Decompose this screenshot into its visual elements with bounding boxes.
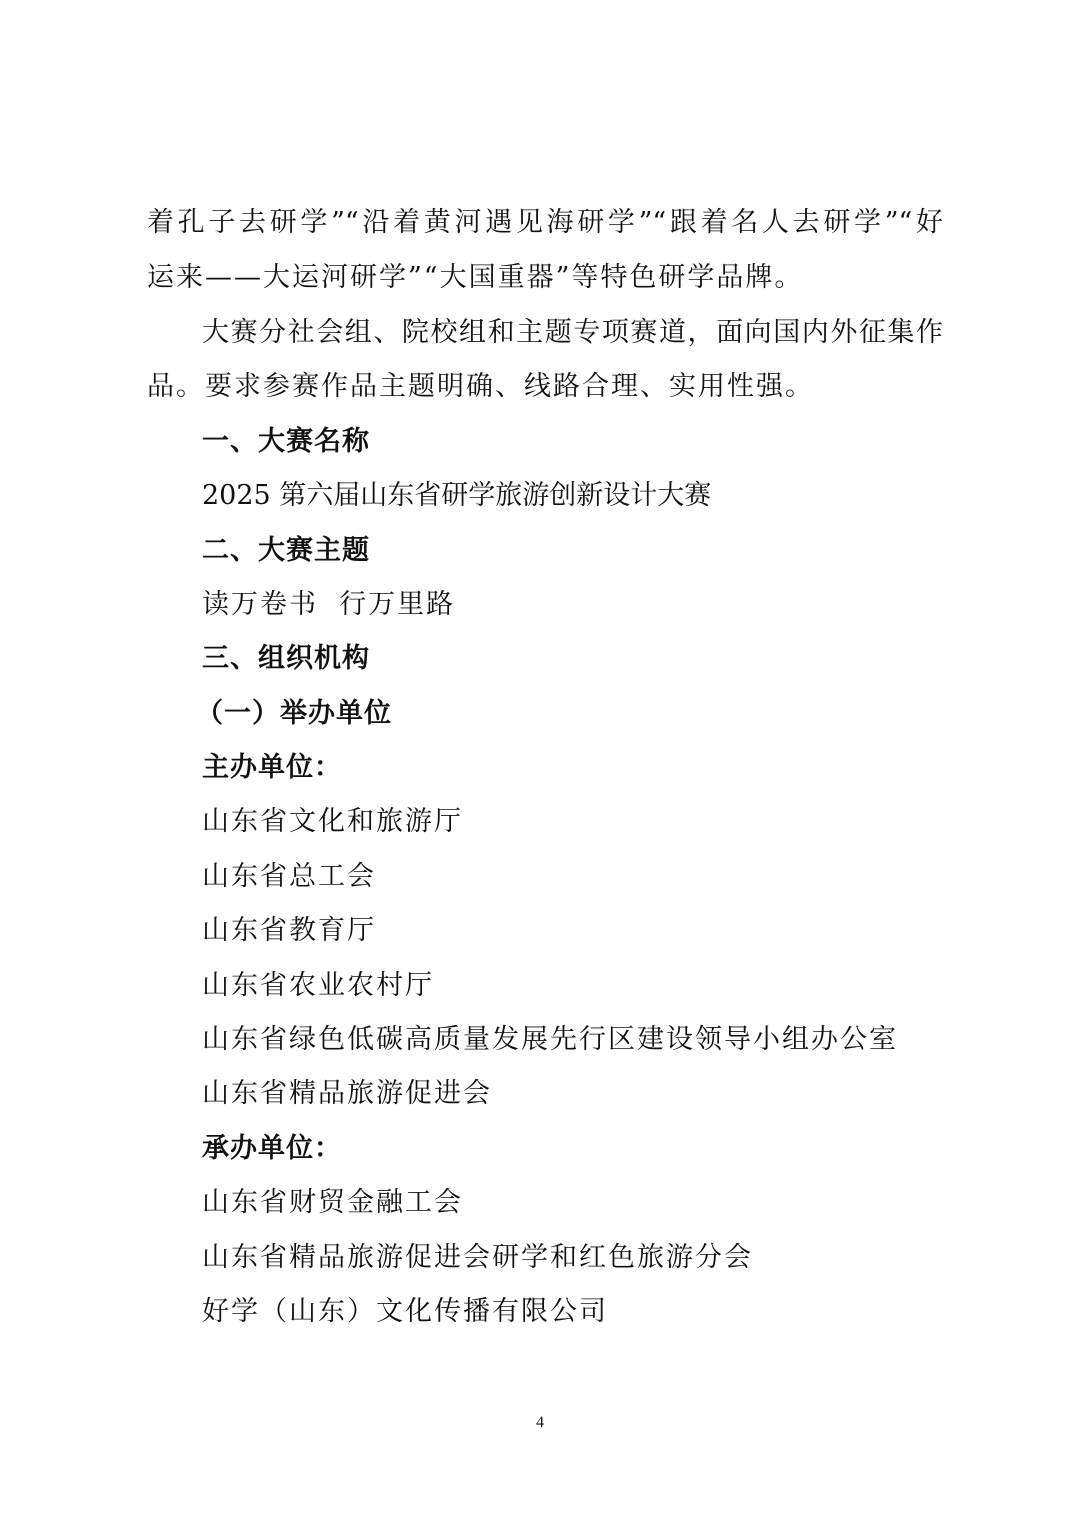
host-item: 山东省总工会	[202, 861, 376, 892]
host-item: 山东省农业农村厅	[202, 970, 434, 1001]
section-1-text: 2025 第六届山东省研学旅游创新设计大赛	[202, 480, 712, 511]
paragraph-1-line-2: 运来——大运河研学”“大国重器”等特色研学品牌。	[147, 262, 804, 293]
section-2-text: 读万卷书 行万里路	[202, 589, 456, 620]
organizer-item: 山东省财贸金融工会	[202, 1187, 463, 1218]
paragraph-1-line-1: 着孔子去研学”“沿着黄河遇见海研学”“跟着名人去研学”“好	[147, 207, 943, 238]
section-1-heading: 一、大赛名称	[202, 426, 370, 457]
organizer-item: 好学（山东）文化传播有限公司	[202, 1296, 608, 1327]
section-3-subheading-1: （一）举办单位	[196, 698, 392, 729]
paragraph-2-line-2: 品。要求参赛作品主题明确、线路合理、实用性强。	[147, 371, 814, 402]
host-item: 山东省教育厅	[202, 915, 376, 946]
host-item: 山东省文化和旅游厅	[202, 806, 463, 837]
hosts-label: 主办单位：	[202, 752, 342, 783]
section-3-heading: 三、组织机构	[202, 643, 370, 674]
organizers-label: 承办单位：	[202, 1133, 342, 1164]
organizer-item: 山东省精品旅游促进会研学和红色旅游分会	[202, 1242, 753, 1273]
host-item: 山东省绿色低碳高质量发展先行区建设领导小组办公室	[202, 1024, 898, 1055]
host-item: 山东省精品旅游促进会	[202, 1078, 492, 1109]
section-2-heading: 二、大赛主题	[202, 535, 370, 566]
paragraph-2-line-1: 大赛分社会组、院校组和主题专项赛道，面向国内外征集作	[202, 317, 943, 348]
page-number: 4	[536, 1414, 544, 1431]
